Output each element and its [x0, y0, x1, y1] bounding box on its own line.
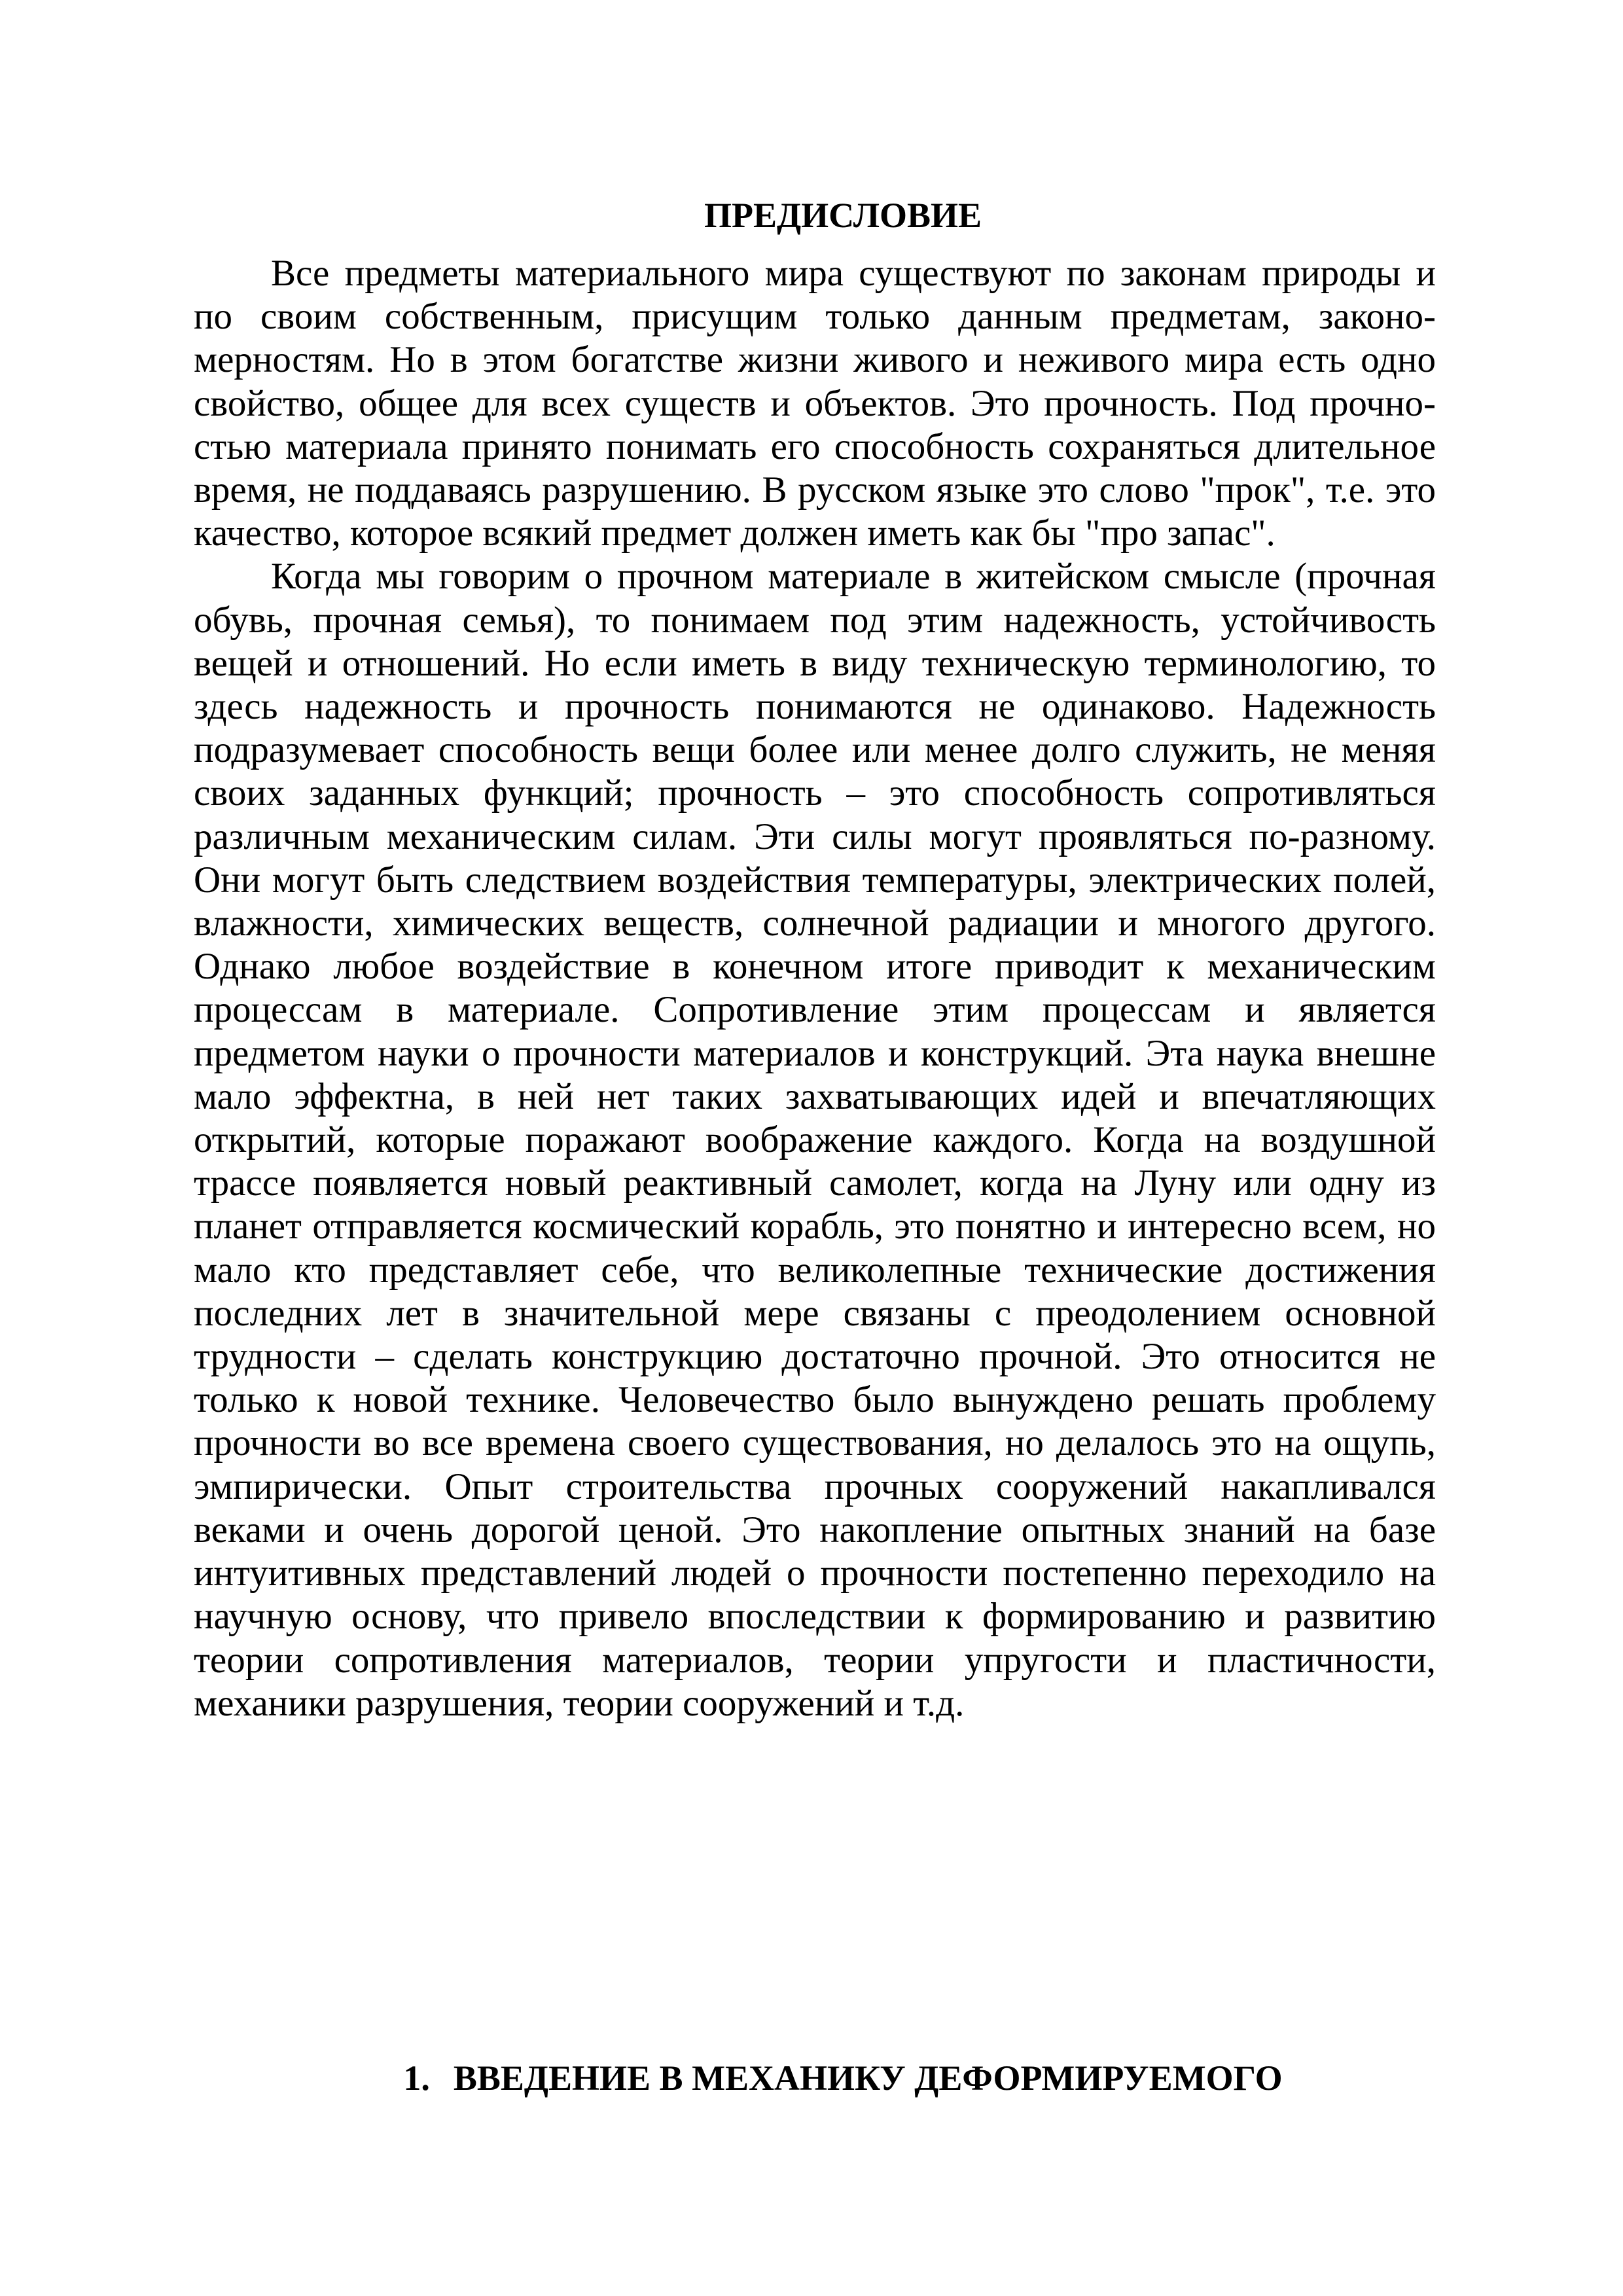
section-title: ВВЕДЕНИЕ В МЕХАНИКУ ДЕФОРМИРУЕМОГО — [453, 2058, 1283, 2098]
section-heading — [31, 2056, 1623, 2100]
preface-paragraph-2: Когда мы говорим о прочном материале в житейском смысле (прочная обувь, прочная семья), то понимаем под этим надежность, устойчивость вещей и отношений. Но если иметь в виду техническую терминологию, то здесь надежность и прочность понимаются не одинаково. Надежность подразумевает способность вещи более или менее долго служить, не меняя своих заданных функций; прочность – это способность сопротивляться различным механическим силам. Эти силы могут проявляться по-разному. Они могут быть следствием воздействия температуры, электрических полей, влажности, химических веществ, солнечной радиации и многого другого. Однако любое воздействие в конечном итоге приводит к механическим процессам в материале. Сопротивление этим процессам и является предметом науки о прочности материалов и конструкций. Эта наука внешне мало эффектна, в ней нет таких захватывающих идей и впечатляющих открытий, которые поражают воображение каждого. Когда на воздушной трассе появляется новый реактивный самолет, когда на Луну или одну из планет отправляется космический корабль, это понятно и интересно всем, но мало кто представляет себе, что великолепные технические достижения последних лет в значительной мере связаны с преодолением основной трудности – сделать конструкцию достаточно прочной. Это относится не только к новой технике. Человечество было вынуждено решать проблему прочности во все времена своего существования, но делалось это на ощупь, эмпирически. Опыт строительства прочных сооружений накапливался веками и очень дорогой ценой. Это накопление опытных знаний на базе интуитивных представлений людей о прочности постепенно переходило на научную основу, что привело впоследствии к формированию и развитию теории сопротивления материалов, теории упругости и пластичности, механики разрушения, теории сооружений и т.д. — [194, 556, 1436, 1724]
preface-paragraph-1: Все предметы материального мира существуют по законам природы и по своим собственным, присущим только данным предметам, закономерностям. Но в этом богатстве жизни живого и неживого мира есть одно свойство, общее для всех существ и объектов. Это прочность. Под прочностью материала принято понимать его способность сохраняться длительное время, не поддаваясь разрушению. В русском языке это слово "прок", т.е. это качество, которое всякий предмет должен иметь как бы "про запас". — [194, 253, 1436, 554]
section-number: 1. — [403, 2058, 430, 2098]
preface-body — [194, 252, 1436, 1725]
preface-title: ПРЕДИСЛОВИЕ — [704, 196, 982, 235]
